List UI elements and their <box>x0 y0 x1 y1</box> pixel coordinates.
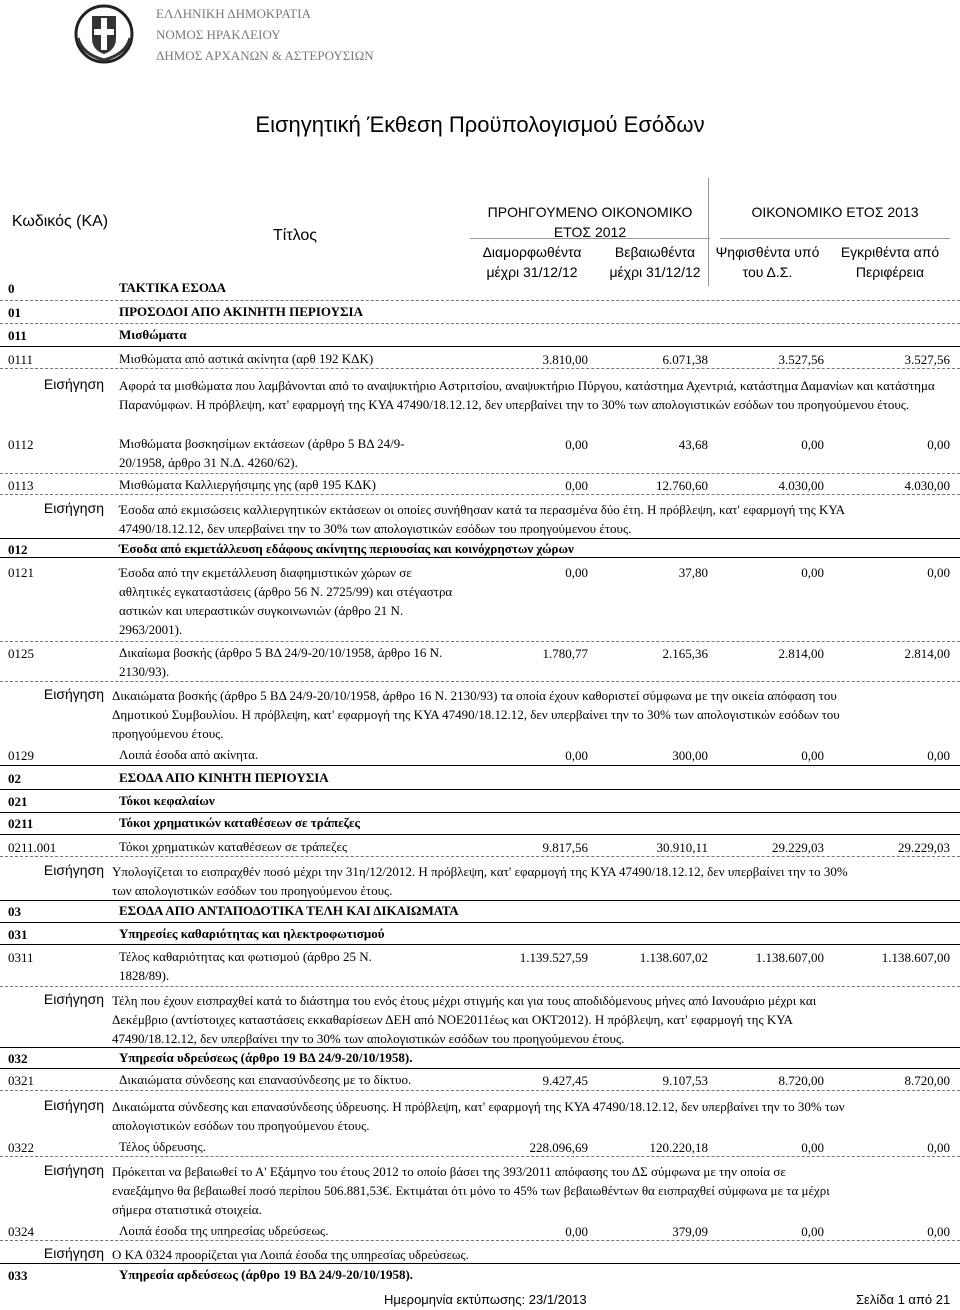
row-divider <box>0 922 960 923</box>
note-text: Έσοδα από εκμισώσεις καλλιεργητικών εκτάσεων οι οποίες συνήθησαν κατά τα περασμένα δύο έτη. Η πρόβλεψη, κατ' εφαρμογή της ΚΥΑ 47490/18.12.12, δεν υπερβαίνει την το 30% των απολογιστικών εσόδων του προηγούμενου έτους. <box>119 502 845 536</box>
value-prev-col1: 0,00 <box>565 478 588 493</box>
row-divider <box>0 765 960 766</box>
row-code: 0111 <box>8 352 34 367</box>
prev-col1-header: Διαμορφωθέντα μέχρι 31/12/12 <box>482 244 582 280</box>
row-title: Τέλος ύδρευσης. <box>119 1139 206 1154</box>
value-cur-col2: 29.229,03 <box>898 840 950 855</box>
row-divider <box>0 1068 960 1069</box>
row-title: Τόκοι χρηματικών καταθέσεων σε τράπεζες <box>119 839 348 854</box>
note-label: Εισήγηση <box>43 862 104 878</box>
value-prev-col1: 228.096,69 <box>529 1140 588 1155</box>
row-title: Υπηρεσίες καθαριότητας και ηλεκτροφωτισμού <box>119 926 385 941</box>
row-divider <box>0 986 960 987</box>
note-text: Δικαιώματα βοσκής (άρθρο 5 ΒΔ 24/9-20/10/1958, άρθρο 16 Ν. 2130/93) τα οποία έχουν καθοριστεί σύμφωνα με την οικεία απόφαση του Δημοτικού Συμβουλίου. Η πρόβλεψη, κατ' εφαρμογή της ΚΥΑ 47490/18.12.12, δεν υπερβαίνει την το 30% των απολογιστικών εσόδων του προηγούμενου έτους. <box>112 688 840 741</box>
row-title: ΠΡΟΣΟΔΟΙ ΑΠΟ ΑΚΙΝΗΤΗ ΠΕΡΙΟΥΣΙΑ <box>119 304 364 319</box>
row-title: Έσοδα από την εκμετάλλευση διαφημιστικών χώρων σε αθλητικές εγκαταστάσεις (άρθρο 56 Ν. 2725/99) και στέγαστρα αστικών και υπεραστικών συγκοινωνιών (άρθρο 21 Ν. 2963/2001). <box>119 565 453 637</box>
row-divider <box>0 789 960 790</box>
row-code: 031 <box>8 927 28 942</box>
value-cur-col2: 0,00 <box>927 748 950 763</box>
row-title: ΤΑΚΤΙΚΑ ΕΣΟΔΑ <box>119 280 227 295</box>
value-cur-col1: 2.814,00 <box>778 646 824 661</box>
row-title: Έσοδα από εκμετάλλευση εδάφους ακίνητης περιουσίας και κοινόχρηστων χώρων <box>119 541 574 556</box>
note-label: Εισήγηση <box>43 686 104 702</box>
row-title: Μισθώματα βοσκησίμων εκτάσεων (άρθρο 5 ΒΔ 24/9-20/1958, άρθρο 31 Ν.Δ. 4260/62). <box>119 436 405 470</box>
value-cur-col2: 8.720,00 <box>904 1073 950 1088</box>
row-title: Λοιπά έσοδα από ακίνητα. <box>119 747 259 762</box>
note-text: Υπολογίζεται το εισπραχθέν ποσό μέχρι την 31η/12/2012. Η πρόβλεψη, κατ' εφαρμογή της ΚΥΑ 47490/18.12.12, δεν υπερβαίνει την το 30% των απολογιστικών εσόδων του προηγούμενου έτους. <box>112 864 848 898</box>
row-divider <box>0 557 960 558</box>
row-title: Τόκοι χρηματικών καταθέσεων σε τράπεζες <box>119 815 361 830</box>
value-prev-col2: 2.165,36 <box>662 646 708 661</box>
note-text: Ο ΚΑ 0324 προορίζεται για Λοιπά έσοδα της υπηρεσίας υδρεύσεως. <box>112 1247 469 1262</box>
row-divider <box>0 368 960 369</box>
row-code: 01 <box>8 305 21 320</box>
row-title: Λοιπά έσοδα της υπηρεσίας υδρεύσεως. <box>119 1223 329 1238</box>
value-prev-col1: 0,00 <box>565 437 588 452</box>
row-code: 0 <box>8 281 15 296</box>
row-divider <box>0 856 960 857</box>
value-prev-col2: 120.220,18 <box>649 1140 708 1155</box>
value-prev-col2: 379,09 <box>672 1224 708 1239</box>
row-divider <box>0 681 960 682</box>
row-code: 0125 <box>8 646 34 661</box>
row-divider <box>0 944 960 945</box>
note-label: Εισήγηση <box>43 376 104 392</box>
row-code: 0211 <box>8 816 34 831</box>
value-cur-col2: 3.527,56 <box>904 352 950 367</box>
row-title: ΕΣΟΔΑ ΑΠΟ ΚΙΝΗΤΗ ΠΕΡΙΟΥΣΙΑ <box>119 770 329 785</box>
row-title: Υπηρεσία αρδεύσεως (άρθρο 19 ΒΔ 24/9-20/10/1958). <box>119 1267 414 1282</box>
header-divider <box>470 238 710 239</box>
value-cur-col1: 0,00 <box>801 565 824 580</box>
row-code: 011 <box>8 328 27 343</box>
value-cur-col2: 2.814,00 <box>904 646 950 661</box>
note-label: Εισήγηση <box>43 500 104 516</box>
value-cur-col1: 8.720,00 <box>778 1073 824 1088</box>
value-cur-col1: 3.527,56 <box>778 352 824 367</box>
row-code: 0121 <box>8 565 34 580</box>
row-code: 03 <box>8 904 21 919</box>
row-code: 0322 <box>8 1140 34 1155</box>
value-prev-col1: 1.139.527,59 <box>519 950 588 965</box>
value-prev-col1: 1.780,77 <box>542 646 588 661</box>
row-code: 0129 <box>8 748 34 763</box>
value-prev-col1: 0,00 <box>565 565 588 580</box>
row-code: 021 <box>8 794 28 809</box>
note-label: Εισήγηση <box>43 1245 104 1261</box>
value-prev-col2: 43,68 <box>678 437 708 452</box>
row-divider <box>0 473 960 474</box>
row-title: Δικαιώματα σύνδεσης και επανασύνδεσης με το δίκτυο. <box>119 1072 412 1087</box>
row-title: Μισθώματα Καλλιεργήσιμης γης (αρθ 195 ΚΔΚ) <box>119 477 376 492</box>
value-cur-col2: 0,00 <box>927 437 950 452</box>
column-title-header: Τίτλος <box>272 227 317 244</box>
note-label: Εισήγηση <box>43 1097 104 1113</box>
row-divider <box>0 641 960 642</box>
value-prev-col2: 30.910,11 <box>656 840 708 855</box>
value-prev-col1: 3.810,00 <box>542 352 588 367</box>
value-cur-col1: 4.030,00 <box>778 478 824 493</box>
row-title: Υπηρεσία υδρεύσεως (άρθρο 19 ΒΔ 24/9-20/10/1958). <box>119 1050 413 1065</box>
row-divider <box>0 1263 960 1264</box>
page-title: Εισηγητική Έκθεση Προϋπολογισμού Εσόδων <box>255 112 705 137</box>
note-label: Εισήγηση <box>43 1162 104 1178</box>
row-divider <box>0 1156 960 1157</box>
row-code: 0211.001 <box>8 840 57 855</box>
note-text: Αφορά τα μισθώματα που λαμβάνονται από το αναψυκτήριο Αστριτσίου, αναψυκτήριο Πύργου, κατάστημα Αχεντριά, κατάστημα Δαμανίων και κατάστημα Παρανύμφων. Η πρόβλεψη, κατ' εφαρμογή της ΚΥΑ 47490/18.12.12, δεν υπερβαίνει την το 30% των απολογιστικών εσόδων του προηγούμενου έτους. <box>119 378 935 412</box>
header-divider <box>708 178 709 286</box>
row-code: 0112 <box>8 437 34 452</box>
note-text: Πρόκειται να βεβαιωθεί το Α' Εξάμηνο του έτους 2012 το οποίο βάσει της 393/2011 απόφασης του ΔΣ σύμφωνα με την οποία σε εναεξάμηνο θα βεβαιωθεί ποσό περίπου 506.881,53€. Εκτιμάται ότι μόνο το 45% των βεβαιωθέντων θα εισπραχθεί σύμφωνα με τα μέχρι σήμερα στατιστικά στοιχεία. <box>112 1164 830 1217</box>
row-code: 033 <box>8 1268 28 1283</box>
value-cur-col2: 0,00 <box>927 1140 950 1155</box>
value-prev-col1: 0,00 <box>565 748 588 763</box>
header-line2: ΝΟΜΟΣ ΗΡΑΚΛΕΙΟΥ <box>156 27 281 42</box>
value-cur-col2: 1.138.607,00 <box>881 950 950 965</box>
value-cur-col1: 0,00 <box>801 437 824 452</box>
value-prev-col2: 1.138.607,02 <box>639 950 708 965</box>
row-code: 0321 <box>8 1073 34 1088</box>
row-divider <box>0 300 960 301</box>
header-divider <box>720 238 950 239</box>
row-divider <box>0 834 960 835</box>
value-cur-col1: 1.138.607,00 <box>755 950 824 965</box>
row-title: Μισθώματα από αστικά ακίνητα (αρθ 192 ΚΔΚ) <box>119 351 374 366</box>
value-cur-col1: 0,00 <box>801 1224 824 1239</box>
value-prev-col2: 9.107,53 <box>662 1073 708 1088</box>
prev-year-header: ΠΡΟΗΓΟΥΜΕΝΟ ΟΙΚΟΝΟΜΙΚΟ ΕΤΟΣ 2012 <box>487 204 693 240</box>
column-code-header: Κωδικός (ΚΑ) <box>11 213 109 230</box>
row-code: 0311 <box>8 950 34 965</box>
page-number: Σελίδα 1 από 21 <box>856 1292 951 1307</box>
value-prev-col1: 9.817,56 <box>542 840 588 855</box>
note-text: Τέλη που έχουν εισπραχθεί κατά το διάστημα του ενός έτους μέχρι στιγμής και για τους αποδιδόμενους μήνες από Ιανουάριο μέχρι και Δεκέμβριο (αντίστοιχες καταστάσεις εκκαθαρίσεων ΔΕΗ από ΝΟΕ2011έως και ΟΚΤ2012). Η πρόβλεψη, κατ' εφαρμογή της ΚΥΑ 47490/18.12.12, δεν υπερβαίνει την το 30% των απολογιστικών εσόδων του προηγούμενου έτους. <box>112 993 817 1046</box>
row-code: 0113 <box>8 478 34 493</box>
value-cur-col1: 0,00 <box>801 748 824 763</box>
value-prev-col2: 6.071,38 <box>662 352 708 367</box>
row-divider <box>0 1240 960 1241</box>
print-date: Ημερομηνία εκτύπωσης: 23/1/2013 <box>384 1292 587 1307</box>
row-title: Δικαίωμα βοσκής (άρθρο 5 ΒΔ 24/9-20/10/1958, άρθρο 16 Ν. 2130/93). <box>119 645 443 679</box>
coat-of-arms-icon <box>72 4 136 64</box>
row-code: 0324 <box>8 1224 34 1239</box>
value-prev-col2: 300,00 <box>672 748 708 763</box>
row-code: 012 <box>8 542 28 557</box>
note-text: Δικαιώματα σύνδεσης και επανασύνδεσης ύδρευσης. Η πρόβλεψη, κατ' εφαρμογή της ΚΥΑ 47490/18.12.12, δεν υπερβαίνει την το 30% των απολογιστικών εσόδων του προηγούμενου έτους. <box>112 1099 845 1133</box>
row-title: Τόκοι κεφαλαίων <box>119 793 215 808</box>
row-divider <box>0 494 960 495</box>
value-cur-col1: 0,00 <box>801 1140 824 1155</box>
row-code: 032 <box>8 1051 28 1066</box>
value-cur-col2: 0,00 <box>927 1224 950 1239</box>
row-title: Μισθώματα <box>119 327 187 342</box>
value-cur-col2: 4.030,00 <box>904 478 950 493</box>
value-cur-col2: 0,00 <box>927 565 950 580</box>
value-prev-col1: 0,00 <box>565 1224 588 1239</box>
value-prev-col1: 9.427,45 <box>542 1073 588 1088</box>
row-divider <box>0 323 960 324</box>
note-label: Εισήγηση <box>43 991 104 1007</box>
cur-year-header: ΟΙΚΟΝΟΜΙΚΟ ΕΤΟΣ 2013 <box>751 204 919 220</box>
value-cur-col1: 29.229,03 <box>772 840 824 855</box>
row-title: ΕΣΟΔΑ ΑΠΟ ΑΝΤΑΠΟΔΟΤΙΚΑ ΤΕΛΗ ΚΑΙ ΔΙΚΑΙΩΜΑΤΑ <box>119 903 459 918</box>
value-prev-col2: 12.760,60 <box>656 478 708 493</box>
row-divider <box>0 1090 960 1091</box>
value-prev-col2: 37,80 <box>678 565 708 580</box>
header-line3: ΔΗΜΟΣ ΑΡΧΑΝΩΝ & ΑΣΤΕΡΟΥΣΙΩΝ <box>156 48 374 63</box>
prev-col2-header: Βεβαιωθέντα μέχρι 31/12/12 <box>609 244 701 280</box>
cur-col2-header: Εγκριθέντα από Περιφέρεια <box>840 244 940 280</box>
row-divider <box>0 346 960 347</box>
cur-col1-header: Ψηφισθέντα υπό του Δ.Σ. <box>715 244 820 280</box>
header-line1: ΕΛΛΗΝΙΚΗ ΔΗΜΟΚΡΑΤΙΑ <box>156 6 311 21</box>
row-code: 02 <box>8 771 21 786</box>
row-title: Τέλος καθαριότητας και φωτισμού (άρθρο 25 Ν. 1828/89). <box>119 949 372 983</box>
